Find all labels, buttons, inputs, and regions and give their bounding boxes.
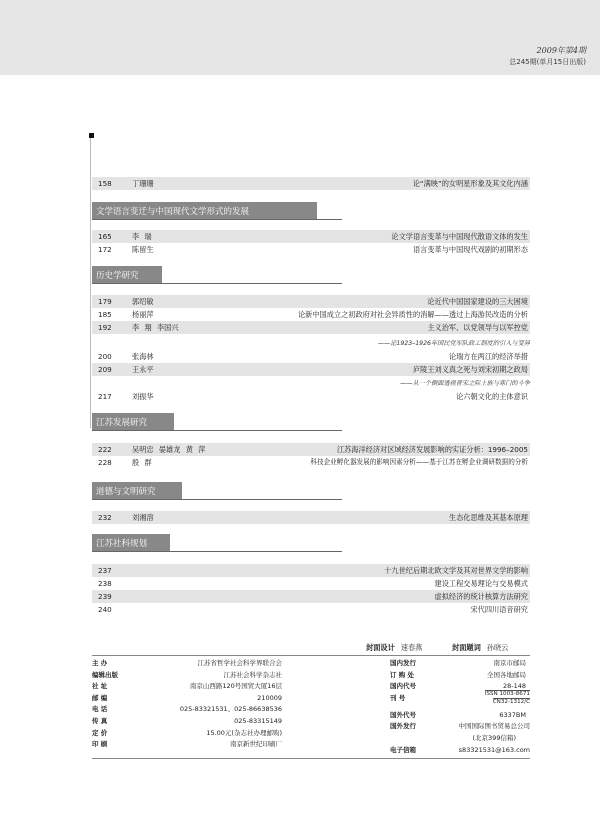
pub-line [390,721,530,733]
pub-value: ISSN 1003-8671 [484,690,530,697]
entry-title: 论瑞方在两江的经济举措 [448,352,528,361]
section-underline [92,499,342,500]
pub-line [390,658,530,670]
pub-line [390,733,530,745]
cover-design-label: 封面设计 [366,643,395,652]
pub-line [92,728,282,740]
entry-page: 158 [98,179,112,188]
pub-value: 南京市邮局 [493,659,526,667]
entry-title: 论文学语言变革与中国现代散语文体的发生 [391,232,528,241]
pub-line [390,670,530,682]
pub-value: s83321531@163.com [458,745,530,754]
pub-line [92,681,282,693]
entry-title: 宋代四川语音研究 [470,605,528,614]
entry-title: 庐陵王刘义真之死与刘宋初期之政局 [412,365,528,374]
cover-design-name: 速春燕 [400,643,423,652]
cover-design-credit [366,643,422,653]
pub-key: 电 话 [92,705,108,714]
entry-title: 语言变革与中国现代戏剧的初期形态 [412,245,528,254]
entry-page: 179 [98,297,112,306]
toc-entry[interactable] [92,321,530,334]
pub-key: 国外发行 [390,722,416,731]
toc-entry[interactable] [92,363,530,376]
pub-key: 刊 号 [390,693,406,702]
entry-page: 238 [98,579,112,588]
section-underline [92,551,342,552]
pub-key: 定 价 [92,728,108,737]
toc-entry[interactable] [92,443,530,456]
pub-value: 025-83315149 [234,716,282,725]
entry-author: 殷 群 [132,458,152,467]
entry-title: 论六朝文化的主体意识 [456,392,528,401]
entry-page: 185 [98,310,112,319]
entry-author: 陈留生 [132,245,154,254]
toc-entry[interactable] [92,350,530,363]
pub-value: 江苏省哲学社会科学界联合会 [197,659,282,667]
entry-page: 200 [98,352,112,361]
section-title: 江苏发展研究 [96,418,148,428]
issue-number: 2009年第4期 [536,46,586,55]
pub-value: 28-148 [502,682,526,691]
entry-author: 吴明忠 晏雄龙 黄 萍 [132,445,206,454]
publication-info-left [92,658,282,751]
vertical-rule [90,138,91,428]
section-header [92,413,342,431]
entry-author: 刘振华 [132,392,154,401]
cover-title-credit [452,643,508,653]
entry-title: 建设工程交易理论与交易模式 [434,579,528,588]
entry-title: 生态化思维及其基本原理 [448,513,528,522]
entry-author: 刘湘溶 [132,513,154,522]
pub-line [92,693,282,705]
section-header [92,202,342,220]
pub-value: 江苏社会科学杂志社 [223,670,282,679]
section-title: 历史学研究 [96,271,139,281]
pub-key: 印 刷 [92,740,108,749]
toc-entry[interactable] [92,243,530,256]
toc-entry[interactable] [92,390,530,403]
entry-author: 李 翔 李国兴 [132,323,179,332]
pub-key: 电子信箱 [390,745,416,754]
toc-entry[interactable] [92,308,530,321]
section-header [92,482,342,500]
section-underline [92,283,342,284]
pub-key: 邮 编 [92,693,108,702]
pub-key: 订 购 处 [390,670,415,679]
pub-value: 南京山西路120号国贸大厦16层 [189,682,282,691]
pub-value: 210009 [257,693,282,702]
entry-page: 240 [98,605,112,614]
publication-top-rule [92,655,530,656]
toc-entry[interactable] [92,177,530,190]
section-title: 道德与文明研究 [96,487,156,497]
entry-page: 209 [98,365,112,374]
entry-subtitle: ——论1923–1926年国民党军队政工制度的引入与变异 [377,340,530,347]
section-title: 江苏社科规划 [96,539,148,549]
pub-value-2: (北京399信箱) [472,733,516,742]
entry-page: 232 [98,513,112,522]
pub-value-2: CN32-1312/C [492,698,530,705]
entry-author: 李 瑞 [132,232,152,241]
entry-title: 十九世纪后期北欧文学及其对世界文学的影响 [384,566,528,575]
pub-line [92,658,282,670]
entry-page: 222 [98,445,112,454]
entry-title: 论新中国成立之初政府对社会异质性的消解——透过上海游民改造的分析 [297,310,528,319]
entry-author: 郭绍敏 [132,297,154,306]
entry-page: 228 [98,458,112,467]
section-title: 文学语言变迁与中国现代文学形式的发展 [96,207,250,217]
toc-entry[interactable] [92,456,530,469]
pub-value: 南京新世纪印刷厂 [230,740,282,749]
pub-value: 全国各地邮局 [487,670,526,679]
toc-entry[interactable] [92,564,530,577]
pub-line [92,739,282,751]
entry-author: 杨丽萍 [132,310,154,319]
entry-title: 主义治军、以党领导与以军控党 [427,323,528,332]
entry-title: 论“满映”的女明星形象及其文化内涵 [412,179,528,188]
toc-entry[interactable] [92,590,530,603]
section-underline [92,219,342,220]
pub-key: 编辑出版 [92,670,118,679]
entry-author: 张海林 [132,352,154,361]
pub-key: 国外代号 [390,710,416,719]
entry-title: 科技企业孵化器发展的影响因素分析——基于江苏在孵企业调研数据的分析 [310,458,528,466]
entry-page: 237 [98,566,112,575]
pub-line [390,710,530,722]
pub-value: 中国国际图书贸易总公司 [458,722,530,731]
pub-value: 15.00元(杂志社办理邮购) [206,728,282,737]
pub-key: 国内代号 [390,682,416,691]
pub-key: 主 办 [92,659,108,667]
toc-entry[interactable] [92,577,530,590]
pub-line [92,704,282,716]
cover-title-label: 封面题词 [452,643,481,652]
publication-bottom-rule [92,758,530,759]
entry-page: 192 [98,323,112,332]
entry-title: 江苏海洋经济对区域经济发展影响的实证分析：1996–2005 [336,445,528,454]
toc-entry[interactable] [92,511,530,524]
section-header [92,266,342,284]
pub-value: 6337BM [499,710,526,719]
pub-key: 国内发行 [390,659,416,667]
pub-line [92,670,282,682]
entry-page: 239 [98,592,112,601]
issue-sub: 总245期(单月15日出版) [509,58,586,66]
entry-page: 217 [98,392,112,401]
toc-entry[interactable] [92,603,530,616]
entry-title: 虚拟经济的统计核算方法研究 [434,592,528,601]
pub-key: 社 址 [92,682,108,691]
entry-page: 172 [98,245,112,254]
entry-subtitle: ——从一个侧面透视晋宋之际士族与寒门的斗争 [400,380,530,387]
publication-info-right [390,658,530,756]
pub-value: 025-83321531、025-86638536 [179,705,282,714]
toc-entry[interactable] [92,295,530,308]
header-band [0,0,600,75]
cover-title-name: 孙晓云 [486,643,509,652]
section-underline [92,430,342,431]
pub-line [92,716,282,728]
pub-line [390,745,530,757]
section-header [92,534,342,552]
pub-key: 传 真 [92,716,108,725]
entry-author: 王永平 [132,365,154,374]
pub-line [390,690,530,710]
toc-entry[interactable] [92,230,530,243]
entry-author: 丁珊珊 [132,179,154,188]
entry-title: 论近代中国国家建设的三大困境 [427,297,528,306]
entry-page: 165 [98,232,112,241]
